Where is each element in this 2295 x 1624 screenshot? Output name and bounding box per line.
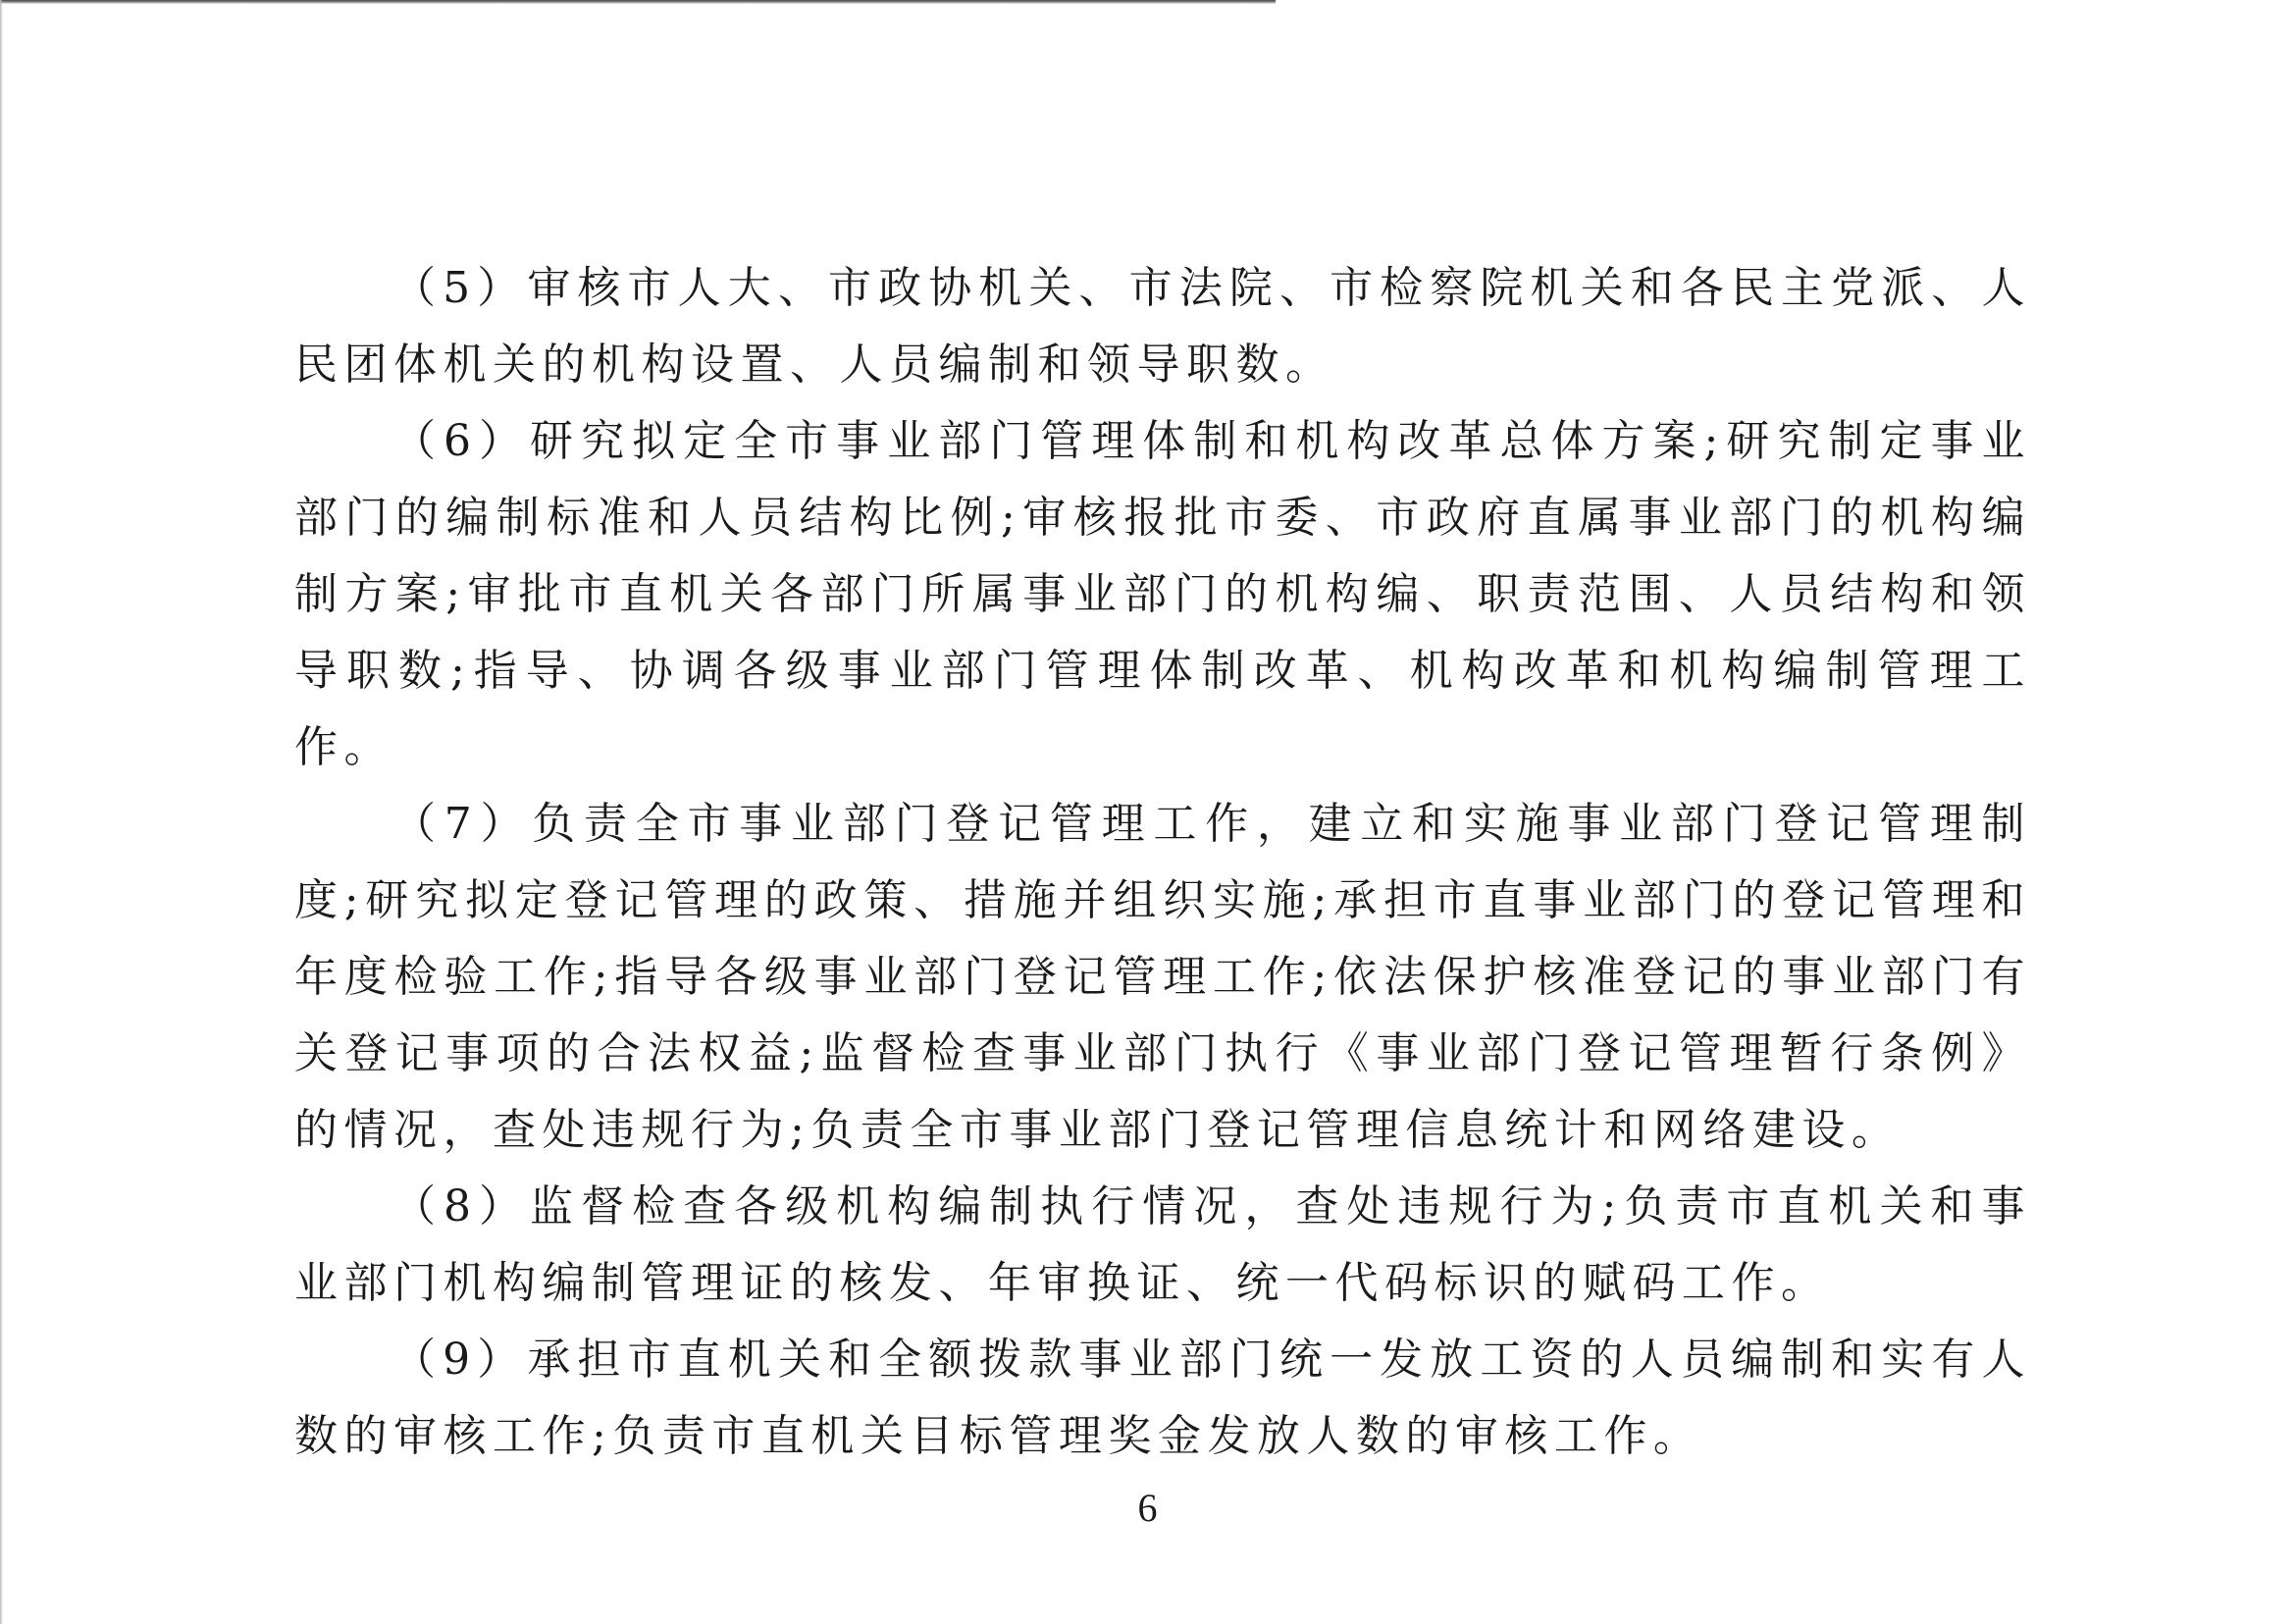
paragraph-item-6: （6）研究拟定全市事业部门管理体制和机构改革总体方案;研究制定事业部门的编制标准和人员结构比例;审核报批市委、市政府直属事业部门的机构编制方案;审批市直机关各部门所属事业部门的机构编、职责范围、人员结构和领导职数;指导、协调各级事业部门管理体制改革、机构改革和机构编制管理工作。	[294, 416, 2031, 772]
scan-edge-top	[0, 0, 1276, 4]
scan-edge-left	[0, 0, 3, 1624]
paragraph-item-7: （7）负责全市事业部门登记管理工作，建立和实施事业部门登记管理制度;研究拟定登记管理的政策、措施并组织实施;承担市直事业部门的登记管理和年度检验工作;指导各级事业部门登记管理工作;依法保护核准登记的事业部门有关登记事项的合法权益;监督检查事业部门执行《事业部门登记管理暂行条例》的情况，查处违规行为;负责全市事业部门登记管理信息统计和网络建设。	[294, 799, 2031, 1155]
document-body	[294, 250, 2031, 1475]
paragraph-item-9: （9）承担市直机关和全额拨款事业部门统一发放工资的人员编制和实有人数的审核工作;负责市直机关目标管理奖金发放人数的审核工作。	[294, 1335, 2031, 1461]
paragraph-item-5: （5）审核市人大、市政协机关、市法院、市检察院机关和各民主党派、人民团体机关的机构设置、人员编制和领导职数。	[294, 263, 2031, 390]
paragraph-item-8: （8）监督检查各级机构编制执行情况，查处违规行为;负责市直机关和事业部门机构编制管理证的核发、年审换证、统一代码标识的赋码工作。	[294, 1181, 2031, 1308]
page-number: 6	[1137, 1486, 1158, 1530]
